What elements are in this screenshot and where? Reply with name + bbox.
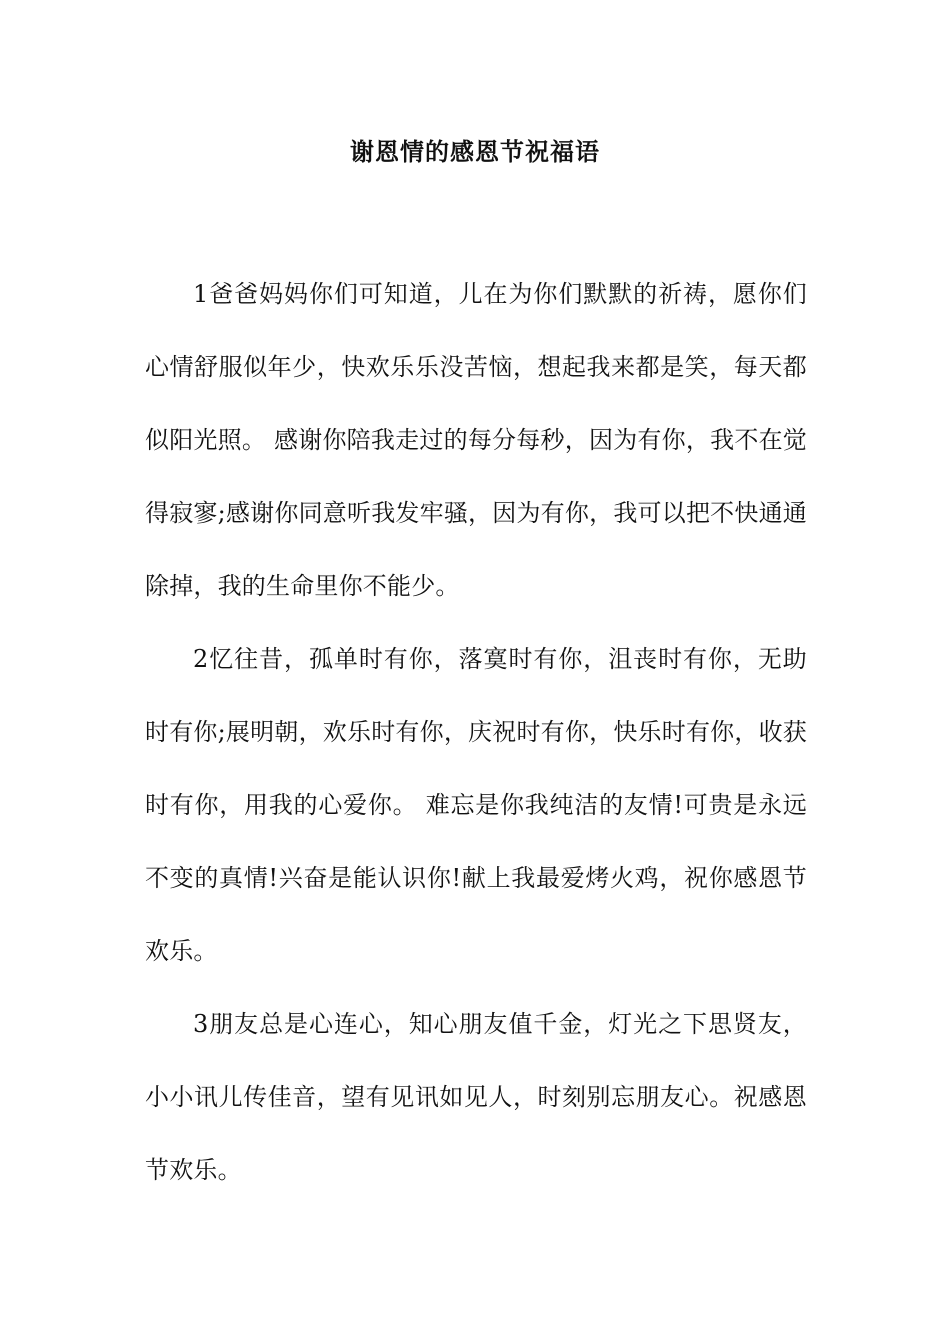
paragraph-1: 1爸爸妈妈你们可知道，儿在为你们默默的祈祷，愿你们心情舒服似年少，快欢乐乐没苦恼，想起我来都是笑，每天都似阳光照。 感谢你陪我走过的每分每秒，因为有你，我不在觉得寂寥;感谢你同意听我发牢骚，因为有你，我可以把不快通通除掉，我的生命里你不能少。 xyxy=(145,280,807,600)
paragraph-3: 3朋友总是心连心，知心朋友值千金，灯光之下思贤友，小小讯儿传佳音，望有见讯如见人，时刻别忘朋友心。祝感恩节欢乐。 xyxy=(145,1010,807,1184)
paragraph-2: 2忆往昔，孤单时有你，落寞时有你，沮丧时有你，无助时有你;展明朝，欢乐时有你，庆祝时有你，快乐时有你，收获时有你，用我的心爱你。 难忘是你我纯洁的友情!可贵是永远不变的真情!兴奋是能认识你!献上我最爱烤火鸡，祝你感恩节欢乐。 xyxy=(145,645,807,965)
document-title: 谢恩情的感恩节祝福语 xyxy=(350,137,600,166)
document-body xyxy=(145,258,807,1207)
